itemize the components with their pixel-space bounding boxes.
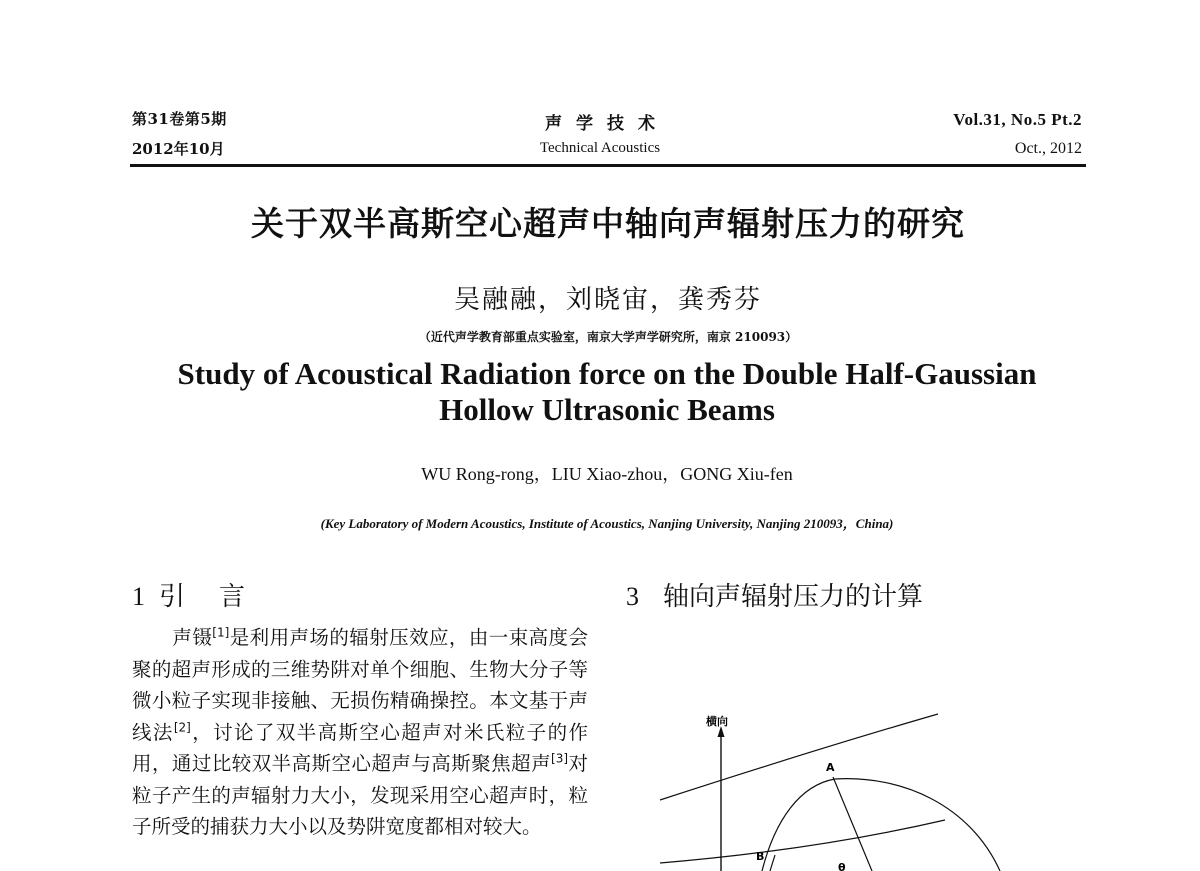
wavefront-lower — [660, 820, 945, 863]
paper-authors-cn: 吴融融，刘晓宙，龚秀芬 — [453, 285, 762, 315]
paper-title-cn: 关于双半高斯空心超声中轴向声辐射压力的研究 — [251, 204, 965, 243]
header-rule — [130, 164, 1086, 167]
point-b-label: B — [756, 850, 765, 863]
incident-ray — [833, 777, 872, 871]
journal-date-en: Oct., 2012 — [1014, 140, 1082, 157]
paper-affiliation-en: (Key Laboratory of Modern Acoustics, Institute of Acoustics, Nanjing University, Nanjing 210093，China) — [320, 516, 894, 531]
section-1-heading — [132, 576, 279, 613]
body-text-part: 是利用声场的辐射压效应，由一束高度会聚的超声形成的三维势阱对单个细胞、生物大分子等微小粒子实现非接触、无损伤精确操控。本文基于声线法 — [132, 626, 588, 744]
journal-volume-cn: 第31卷第5期 — [132, 110, 227, 128]
ray-geometry-figure — [640, 700, 1070, 871]
section-3-heading — [626, 576, 923, 613]
section-1-title: 引言 — [159, 582, 280, 612]
paper-title-en-line2: Hollow Ultrasonic Beams — [439, 392, 775, 427]
body-text-part: ，讨论了双半高斯空心超声对米氏粒子的作用，通过比较双半高斯空心超声与高斯聚焦超声 — [132, 720, 588, 775]
section-3-number: 3 — [626, 582, 639, 611]
journal-name-cn: 声学技术 — [545, 114, 669, 134]
axis-label: 横向 — [706, 715, 728, 728]
citation-ref[interactable]: [3] — [551, 751, 569, 766]
paper-title-en-line1: Study of Acoustical Radiation force on the Double Half-Gaussian — [177, 356, 1037, 391]
angle-theta-label: θ — [838, 861, 846, 871]
citation-ref[interactable]: [1] — [212, 625, 230, 640]
journal-date-cn: 2012年10月 — [132, 140, 225, 158]
body-text-part: 声镊 — [172, 626, 213, 649]
refracted-ray — [770, 855, 775, 871]
paper-title-en — [0, 356, 1200, 428]
paper-affiliation-cn: （近代声学教育部重点实验室，南京大学声学研究所，南京 210093） — [418, 330, 798, 344]
journal-name-en: Technical Acoustics — [539, 140, 661, 156]
citation-ref[interactable]: [2] — [173, 720, 191, 734]
body-text-part: 对粒子产生的声辐射力大小，发现采用空心超声时，粒子所受的捕获力大小以及势阱宽度都相对较大。 — [132, 752, 588, 838]
journal-volume-en: Vol.31, No.5 Pt.2 — [953, 110, 1082, 129]
wavefront-upper — [660, 714, 938, 800]
section-1-number: 1 — [132, 582, 145, 611]
section-3-title: 轴向声辐射压力的计算 — [663, 582, 924, 612]
paper-authors-en: WU Rong-rong，LIU Xiao-zhou，GONG Xiu-fen — [421, 464, 793, 484]
particle-circle — [762, 779, 1000, 871]
point-a-label: A — [826, 761, 835, 774]
section-1-body — [132, 622, 588, 843]
